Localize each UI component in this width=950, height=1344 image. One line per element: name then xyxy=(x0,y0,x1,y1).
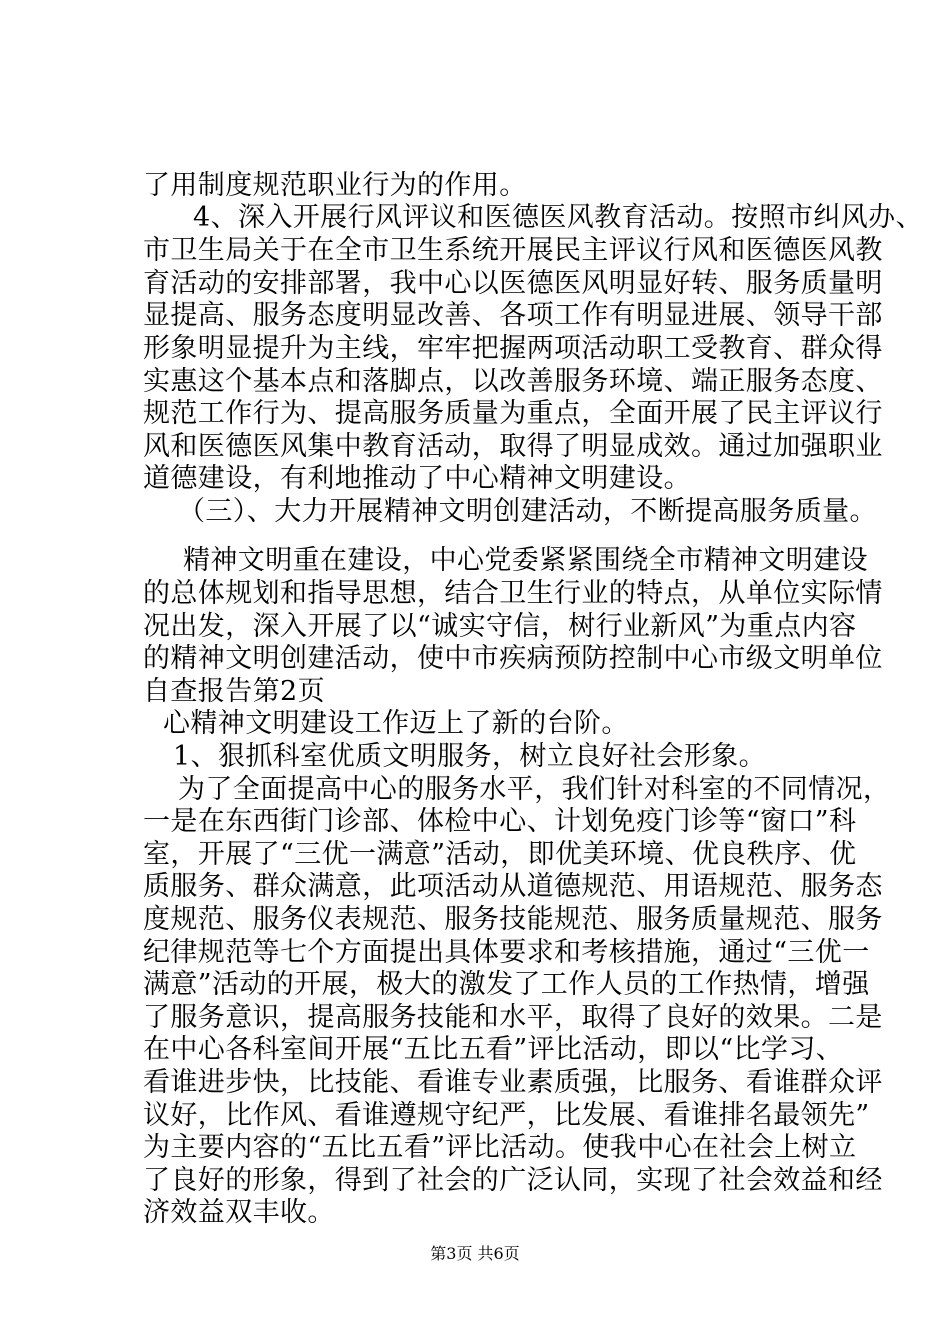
text-line: 纪律规范等七个方面提出具体要求和考核措施，通过“三优一 xyxy=(143,937,870,968)
text-line: 实惠这个基本点和落脚点，以改善服务环境、端正服务态度、 xyxy=(143,366,883,397)
text-line: 市卫生局关于在全市卫生系统开展民主评议行风和医德医风教 xyxy=(143,235,883,266)
text-line: 育活动的安排部署，我中心以医德医风明显好转、服务质量明 xyxy=(143,268,883,299)
text-line: 质服务、群众满意，此项活动从道德规范、用语规范、服务态 xyxy=(143,871,883,902)
text-line: 显提高、服务态度明显改善、各项工作有明显进展、领导干部 xyxy=(143,300,883,331)
text-line: 一是在东西街门诊部、体检中心、计划免疫门诊等“窗口”科 xyxy=(143,806,857,837)
text-line: 形象明显提升为主线，牢牢把握两项活动职工受教育、群众得 xyxy=(143,333,883,364)
text-line: 风和医德医风集中教育活动，取得了明显成效。通过加强职业 xyxy=(143,431,883,462)
page-footer: 第3页 共6页 xyxy=(430,1244,520,1263)
text-line: 满意”活动的开展，极大的激发了工作人员的工作热情，增强 xyxy=(143,969,870,1000)
text-line: 了服务意识，提高服务技能和水平，取得了良好的效果。二是 xyxy=(143,1002,883,1033)
text-line: 看谁进步快，比技能、看谁专业素质强，比服务、看谁群众评 xyxy=(143,1067,883,1098)
section-heading: （三）、大力开展精神文明创建活动，不断提高服务质量。 xyxy=(178,496,877,527)
text-line: 精神文明重在建设，中心党委紧紧围绕全市精神文明建设 xyxy=(183,545,868,576)
text-line: 济效益双丰收。 xyxy=(143,1197,335,1228)
text-line: 1、狠抓科室优质文明服务，树立良好社会形象。 xyxy=(173,741,766,772)
text-line: 规范工作行为、提高服务质量为重点，全面开展了民主评议行 xyxy=(143,398,883,429)
text-line: 道德建设，有利地推动了中心精神文明建设。 xyxy=(143,463,691,494)
text-line: 度规范、服务仪表规范、服务技能规范、服务质量规范、服务 xyxy=(143,904,883,935)
text-line: 为主要内容的“五比五看”评比活动。使我中心在社会上树立 xyxy=(143,1132,857,1163)
text-line: 的总体规划和指导思想，结合卫生行业的特点，从单位实际情 xyxy=(143,578,883,609)
text-line: 况出发，深入开展了以“诚实守信，树行业新风”为重点内容 xyxy=(143,611,857,642)
text-line: 室，开展了“三优一满意”活动，即优美环境、优良秩序、优 xyxy=(143,839,857,870)
text-line: 在中心各科室间开展“五比五看”评比活动，即以“比学习、 xyxy=(143,1034,844,1065)
text-line: 为了全面提高中心的服务水平，我们针对科室的不同情况， xyxy=(178,774,891,805)
text-line: 4、深入开展行风评议和医德医风教育活动。按照市纠风办、 xyxy=(193,202,923,233)
text-line: 了用制度规范职业行为的作用。 xyxy=(143,170,527,201)
text-line: 的精神文明创建活动，使中市疾病预防控制中心市级文明单位 xyxy=(143,643,883,674)
text-line: 了良好的形象，得到了社会的广泛认同，实现了社会效益和经 xyxy=(143,1165,883,1196)
text-line: 自查报告第2页 xyxy=(143,676,325,707)
text-line: 心精神文明建设工作迈上了新的台阶。 xyxy=(163,708,629,739)
text-line: 议好，比作风、看谁遵规守纪严，比发展、看谁排名最领先” xyxy=(143,1100,870,1131)
